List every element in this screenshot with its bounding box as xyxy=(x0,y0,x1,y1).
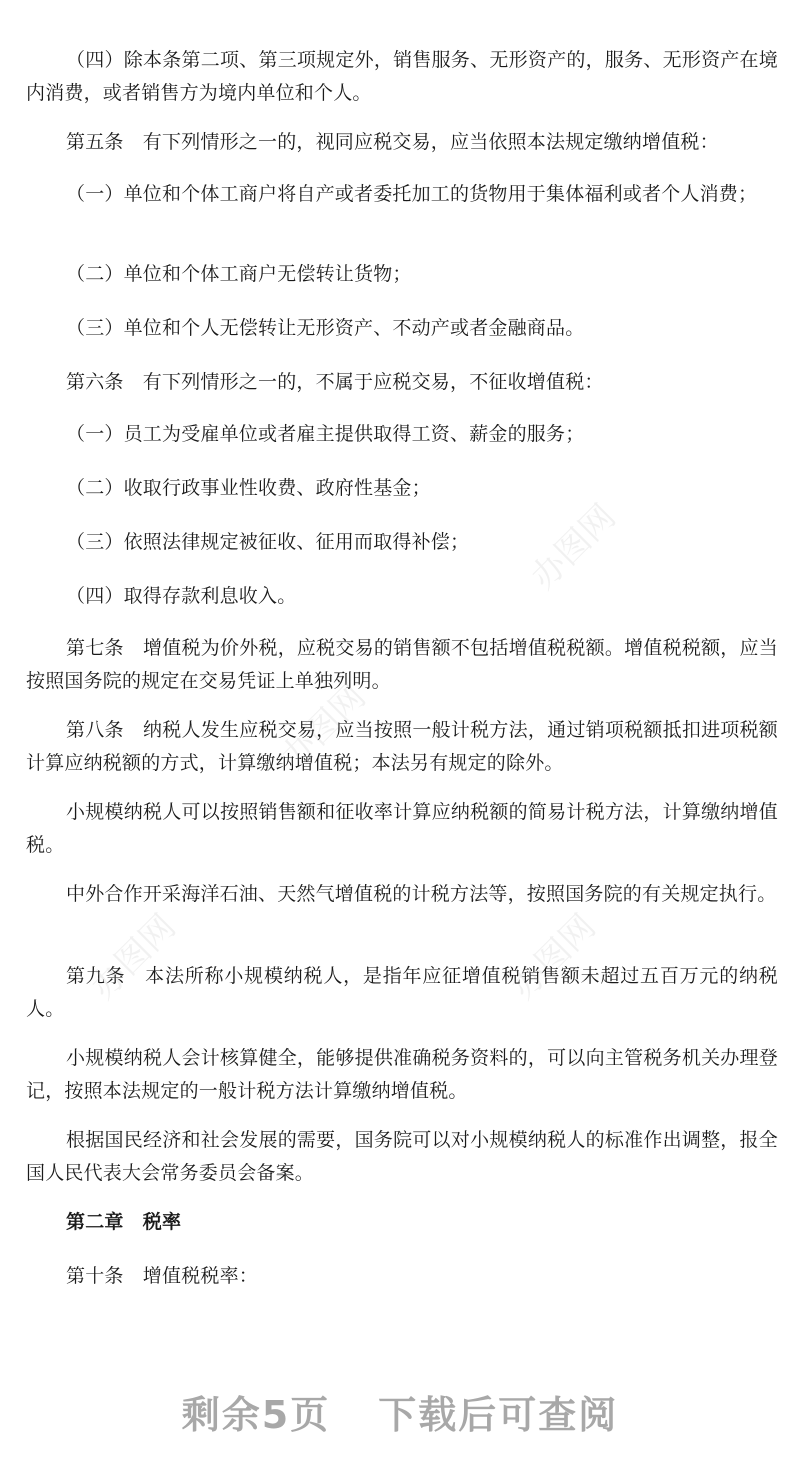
paragraph-article8-offshore: 中外合作开采海洋石油、天然气增值税的计税方法等，按照国务院的有关规定执行。 xyxy=(66,883,777,905)
paragraph-article6-item2: （二）收取行政事业性收费、政府性基金； xyxy=(66,477,431,499)
paragraph-article9: 第九条 本法所称小规模纳税人，是指年应征增值税销售额未超过五百万元的纳税人。 xyxy=(26,965,778,1020)
paragraph-article9-adjustment: 根据国民经济和社会发展的需要，国务院可以对小规模纳税人的标准作出调整，报全国人民代表大会常务委员会备案。 xyxy=(26,1129,778,1184)
paragraph-article6-item1: （一）员工为受雇单位或者雇主提供取得工资、薪金的服务； xyxy=(66,423,585,445)
download-banner[interactable] xyxy=(0,1384,800,1439)
paragraph-article8: 第八条 纳税人发生应税交易，应当按照一般计税方法，通过销项税额抵扣进项税额计算应纳税额的方式，计算缴纳增值税；本法另有规定的除外。 xyxy=(26,719,778,774)
watermark-mark: 办图网 xyxy=(273,676,374,778)
remaining-pages-text: 剩余5页 xyxy=(181,1393,331,1437)
paragraph-article5: 第五条 有下列情形之一的，视同应税交易，应当依照本法规定缴纳增值税： xyxy=(66,131,719,153)
paragraph-article4-item4: （四）除本条第二项、第三项规定外，销售服务、无形资产的，服务、无形资产在境内消费，或者销售方为境内单位和个人。 xyxy=(26,49,778,104)
paragraph-article8-small-scale: 小规模纳税人可以按照销售额和征收率计算应纳税额的简易计税方法，计算缴纳增值税。 xyxy=(26,801,778,856)
paragraph-article9-registration: 小规模纳税人会计核算健全，能够提供准确税务资料的，可以向主管税务机关办理登记，按照本法规定的一般计税方法计算缴纳增值税。 xyxy=(26,1047,778,1102)
watermark-mark: 办图网 xyxy=(83,906,184,1008)
paragraph-article5-item2: （二）单位和个体工商户无偿转让货物； xyxy=(66,263,412,285)
watermark-mark: 办图网 xyxy=(503,906,604,1008)
paragraph-article7: 第七条 增值税为价外税，应税交易的销售额不包括增值税税额。增值税税额，应当按照国务院的规定在交易凭证上单独列明。 xyxy=(26,637,778,692)
paragraph-article5-item1: （一）单位和个体工商户将自产或者委托加工的货物用于集体福利或者个人消费； xyxy=(66,183,758,205)
watermark-mark: 办图网 xyxy=(523,496,624,598)
paragraph-article6-item3: （三）依照法律规定被征收、征用而取得补偿； xyxy=(66,531,470,553)
paragraph-article6-item4: （四）取得存款利息收入。 xyxy=(66,585,297,607)
chapter-heading: 第二章 税率 xyxy=(66,1211,182,1233)
paragraph-article5-item3: （三）单位和个人无偿转让无形资产、不动产或者金融商品。 xyxy=(66,317,585,339)
download-to-view-text: 下载后可查阅 xyxy=(378,1393,619,1437)
paragraph-article10: 第十条 增值税税率： xyxy=(66,1265,259,1287)
paragraph-article6: 第六条 有下列情形之一的，不属于应税交易，不征收增值税： xyxy=(66,371,604,393)
